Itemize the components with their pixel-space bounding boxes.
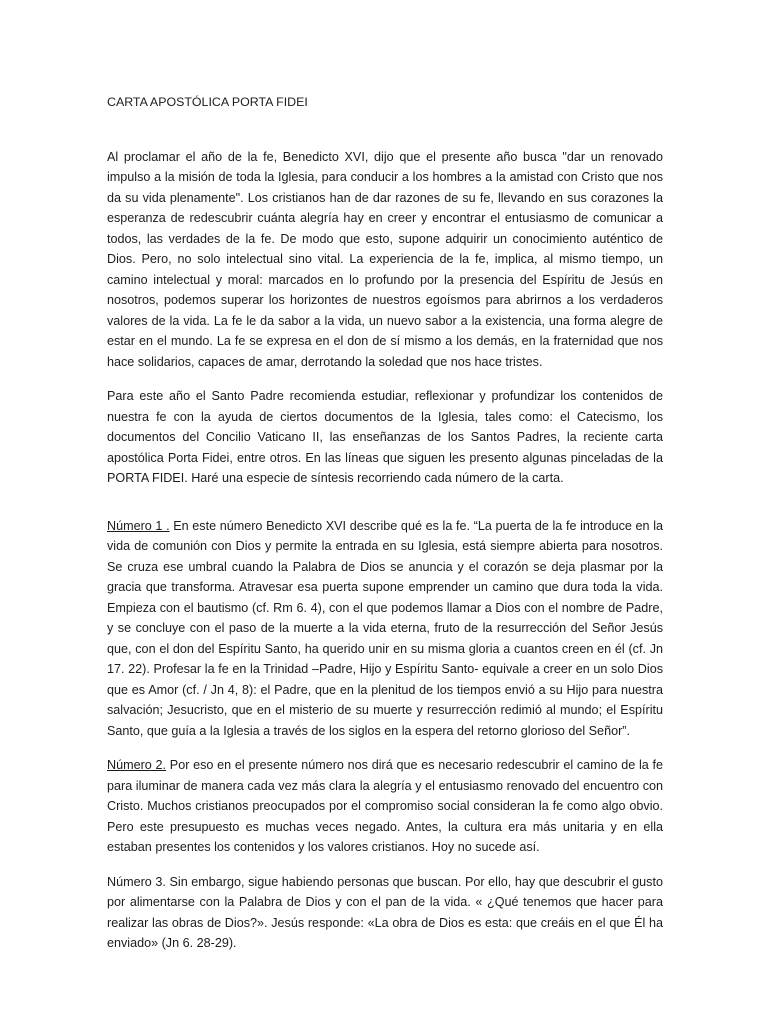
paragraph-text: Para este año el Santo Padre recomienda estudiar, reflexionar y profundizar los contenidos de nuestra fe con la ayuda de ciertos documentos de la Iglesia, tales como: el Catecismo, los documentos del Concilio Vaticano II, las enseñanzas de los Santos Padres, la reciente carta apostólica Porta Fidei, entre otros. En las líneas que siguen les presento algunas pinceladas de la PORTA FIDEI. Haré una especie de síntesis recorriendo cada número de la carta. xyxy=(107,389,663,485)
paragraph-text: Número 3. Sin embargo, sigue habiendo personas que buscan. Por ello, hay que descubrir el gusto por alimentarse con la Palabra de Dios y con el pan de la vida. « ¿Qué tenemos que hacer para realizar las obras de Dios?». Jesús responde: «La obra de Dios es esta: que creáis en el que Él ha enviado» (Jn 6. 28-29). xyxy=(107,874,663,950)
document-title: CARTA APOSTÓLICA PORTA FIDEI xyxy=(107,95,308,109)
paragraph-text: En este número Benedicto XVI describe qué es la fe. “La puerta de la fe introduce en la vida de comunión con Dios y permite la entrada en su Iglesia, está siempre abierta para nosotros. Se cruza ese umbral cuando la Palabra de Dios se anuncia y el corazón se deja plasmar por la gracia que transforma. Atravesar esa puerta supone emprender un camino que dura toda la vida. Empieza con el bautismo (cf. Rm 6. 4), con el que podemos llamar a Dios con el nombre de Padre, y se concluye con el paso de la muerte a la vida eterna, fruto de la resurrección del Señor Jesús que, con el don del Espíritu Santo, ha querido unir en su misma gloria a cuantos creen en él (cf. Jn 17. 22). Profesar la fe en la Trinidad –Padre, Hijo y Espíritu Santo- equivale a creer en un solo Dios que es Amor (cf. / Jn 4, 8): el Padre, que en la plenitud de los tiempos envió a su Hijo para nuestra salvación; Jesucristo, que en el misterio de su muerte y resurrección redimió al mundo; el Espíritu Santo, que guía a la Iglesia a través de los siglos en la espera del retorno glorioso del Señor”. xyxy=(107,518,664,738)
paragraph-numero-2 xyxy=(107,755,663,858)
paragraph-numero-3 xyxy=(107,872,663,954)
paragraph-intro xyxy=(107,147,663,373)
paragraph-text: Por eso en el presente número nos dirá que es necesario redescubrir el camino de la fe para iluminar de manera cada vez más clara la alegría y el entusiasmo renovado del encuentro con Cristo. Muchos cristianos preocupados por el compromiso social consideran la fe como algo obvio. Pero este presupuesto es muchas veces negado. Antes, la cultura era más unitaria y en ella estaban presentes los contenidos y los valores cristianos. Hoy no sucede así. xyxy=(107,758,663,854)
section-number-label: Número 1 . xyxy=(107,518,170,533)
document-body xyxy=(107,92,663,968)
paragraph-recommendation xyxy=(107,386,663,489)
section-number-label: Número 2. xyxy=(107,758,167,772)
paragraph-text: Al proclamar el año de la fe, Benedicto XVI, dijo que el presente año busca "dar un renovado impulso a la misión de toda la Iglesia, para conducir a los hombres a la amistad con Cristo que nos da su vida plenamente". Los cristianos han de dar razones de su fe, llevando en sus corazones la esperanza de redescubrir cuánta alegría hay en creer y encontrar el entusiasmo de comunicar a todos, las verdades de la fe. De modo que esto, supone adquirir un conocimiento auténtico de Dios. Pero, no solo intelectual sino vital. La experiencia de la fe, implica, al mismo tiempo, un camino intelectual y moral: marcados en lo profundo por la presencia del Espíritu de Jesús en nosotros, podemos superar los horizontes de nuestros egoísmos para abrirnos a los verdaderos valores de la vida. La fe le da sabor a la vida, un nuevo sabor a la existencia, una forma alegre de estar en el mundo. La fe se expresa en el don de sí mismo a los demás, en la fraternidad que nos hace solidarios, capaces de amar, derrotando la soledad que nos hace tristes. xyxy=(107,149,663,369)
paragraph-numero-1 xyxy=(107,516,663,742)
